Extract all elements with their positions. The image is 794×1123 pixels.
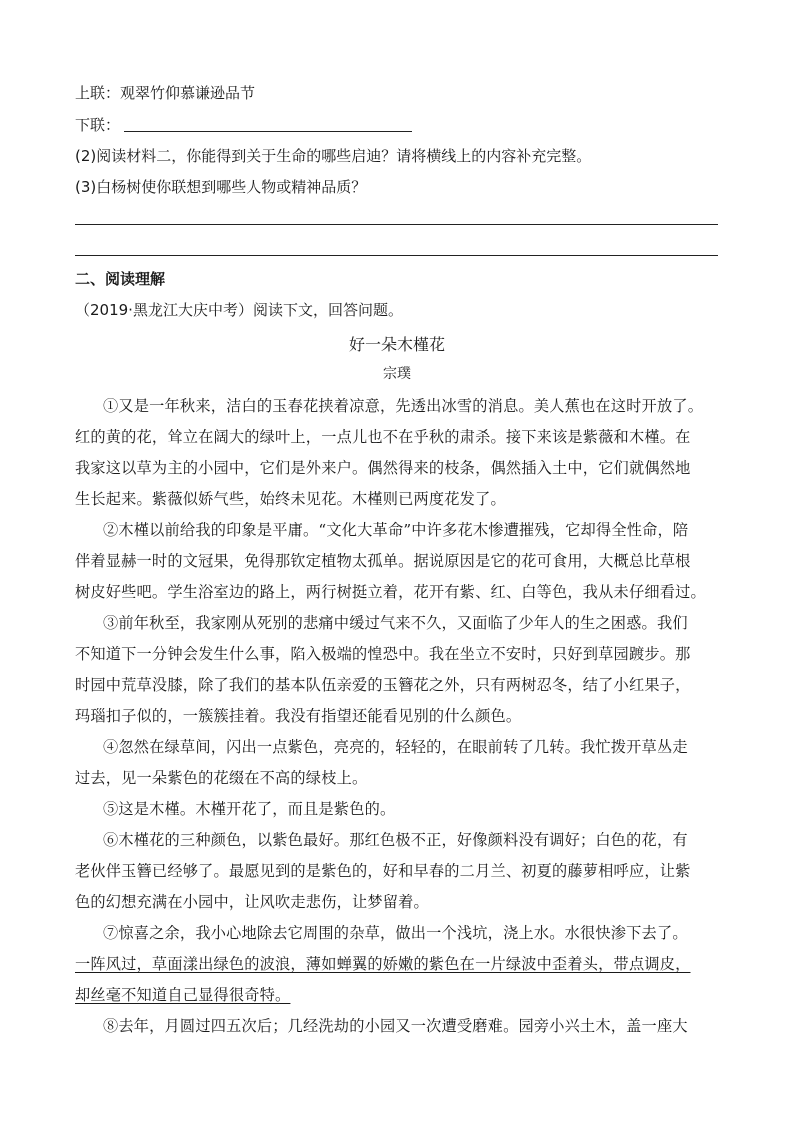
answer-line-2[interactable] <box>75 255 718 256</box>
text-line: 玛瑙扣子似的，一簇簇挂着。我没有指望还能看见别的什么颜色。 <box>75 707 522 725</box>
text-line: 过去，见一朵紫色的花缀在不高的绿枝上。 <box>75 769 368 787</box>
question-2: (2)阅读材料二，你能得到关于生命的哪些启迪？请将横线上的内容补充完整。 <box>75 147 592 165</box>
text-line: 老伙伴玉簪已经够了。最愿见到的是紫色的，好和早春的二月兰、初夏的藤萝相呼应，让紫 <box>75 862 691 880</box>
underlined-text-line: 却丝毫不知道自己显得很奇特。 <box>75 986 291 1004</box>
text-line: 色的幻想充满在小园中，让风吹走悲伤，让梦留着。 <box>75 893 429 911</box>
text-line: 伴着显赫一时的文冠果，免得那钦定植物太孤单。据说原因是它的花可食用，大概总比草根 <box>75 552 691 570</box>
text-line: 生长起来。紫薇似娇气些，始终未见花。木槿则已两度花发了。 <box>75 490 506 508</box>
text-line: ⑧去年，月圆过四五次后；几经洗劫的小园又一次遭受磨难。园旁小兴土木，盖一座大 <box>103 1017 688 1035</box>
text-line: 我家这以草为主的小园中，它们是外来户。偶然得来的枝条，偶然插入土中，它们就偶然地 <box>75 459 691 477</box>
text-line: ③前年秋至，我家刚从死别的悲痛中缓过气来不久，又面临了少年人的生之困惑。我们 <box>103 614 688 632</box>
text-line: ②木槿以前给我的印象是平庸。“文化大革命”中许多花木惨遭摧残，它却得全性命，陪 <box>103 521 689 539</box>
text-line: 树皮好些吧。学生浴室边的路上，两行树挺立着，花开有紫、红、白等色，我从未仔细看过。 <box>75 583 706 601</box>
text-line: ④忽然在绿草间，闪出一点紫色，亮亮的，轻轻的，在眼前转了几转。我忙拨开草丛走 <box>103 738 688 756</box>
question-3: (3)白杨树使你联想到哪些人物或精神品质？ <box>75 178 367 196</box>
section-heading: 二、阅读理解 <box>75 270 166 288</box>
underlined-text-line: 一阵风过，草面漾出绿色的波浪，薄如蝉翼的娇嫩的紫色在一片绿波中歪着头，带点调皮， <box>75 955 691 973</box>
couplet-lower-label: 下联： <box>75 116 121 134</box>
couplet-lower <box>75 114 412 135</box>
text-line: 不知道下一分钟会发生什么事，陷入极端的惶恐中。我在坐立不安时，只好到草园踱步。那 <box>75 645 691 663</box>
text-line: 红的黄的花，耸立在阔大的绿叶上，一点儿也不在乎秋的肃杀。接下来该是紫薇和木槿。在 <box>75 428 691 446</box>
answer-line-1[interactable] <box>75 224 718 225</box>
essay-title: 好一朵木槿花 <box>348 335 445 354</box>
answer-blank-line[interactable] <box>124 130 412 132</box>
text-line: ⑥木槿花的三种颜色，以紫色最好。那红色极不正，好像颜料没有调好；白色的花，有 <box>103 831 688 849</box>
text-line: ⑤这是木槿。木槿开花了，而且是紫色的。 <box>103 800 396 818</box>
text-line: ⑦惊喜之余，我小心地除去它周围的杂草，做出一个浅坑，浇上水。水很快渗下去了。 <box>103 924 688 942</box>
text-line: 时园中荒草没膝，除了我们的基本队伍亲爱的玉簪花之外，只有两树忍冬，结了小红果子， <box>75 676 691 694</box>
couplet-upper: 上联：观翠竹仰慕谦逊品节 <box>75 84 256 102</box>
essay-author: 宗璞 <box>383 366 411 382</box>
source-note: （2019·黑龙江大庆中考）阅读下文，回答问题。 <box>75 301 403 319</box>
text-line: ①又是一年秋来，洁白的玉春花挟着凉意，先透出冰雪的消息。美人蕉也在这时开放了。 <box>103 397 704 415</box>
